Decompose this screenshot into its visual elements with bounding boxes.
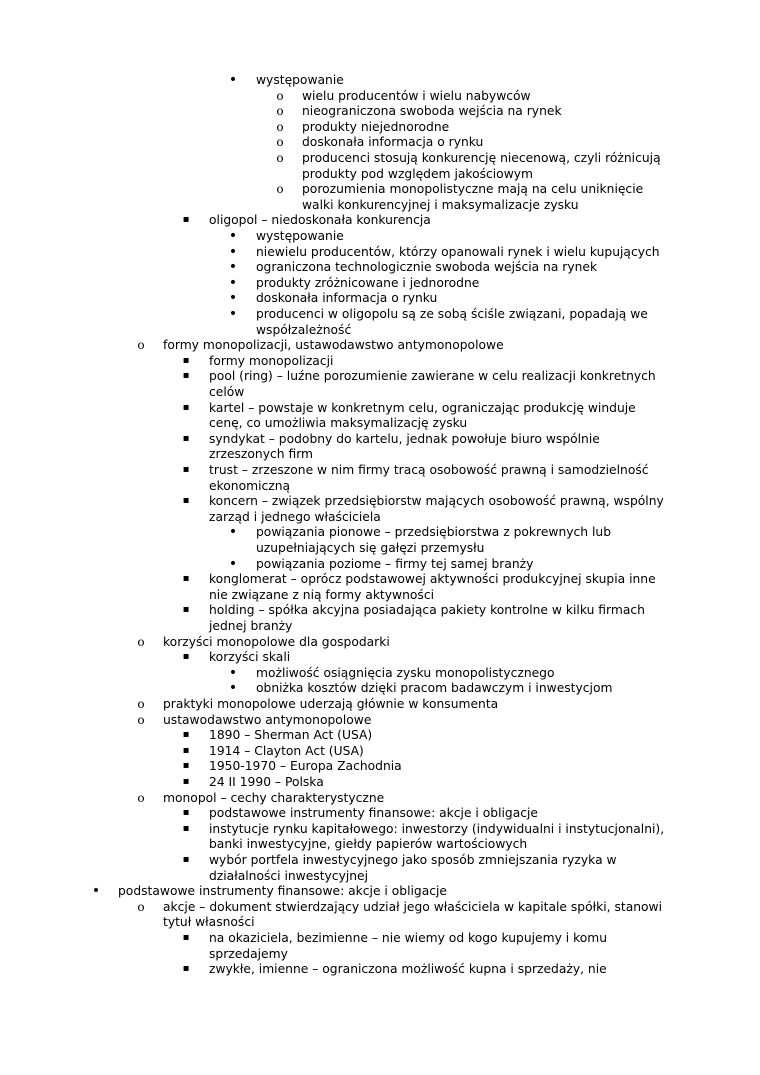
circle-bullet-icon: o [276,182,284,197]
outline-line [0,899,760,915]
square-bullet-icon: ▪ [182,370,190,382]
outline-text: ekonomiczną [209,478,291,493]
outline-line [0,368,760,384]
outline-line [0,290,760,306]
outline-text: producenci w oligopolu są ze sobą ściśle związani, popadają we [256,307,648,321]
outline-line [0,415,760,431]
outline-line [0,462,760,478]
outline-text: kartel – powstaje w konkretnym celu, ograniczając produkcję winduje [209,400,636,415]
square-bullet-icon: ▪ [182,495,190,507]
outline-text: zwykłe, imienne – ograniczona możliwość kupna i sprzedaży, nie [209,962,607,977]
outline-line [0,72,760,88]
bullet-icon: • [228,306,238,322]
outline-line [0,743,760,759]
outline-text: podstawowe instrumenty finansowe: akcje i obligacje [209,806,538,821]
outline-line [0,618,760,634]
outline-text: na okaziciela, bezimienne – nie wiemy od kogo kupujemy i komu [209,931,608,945]
circle-bullet-icon: o [276,119,284,134]
outline-line [0,275,760,291]
bullet-icon: • [228,555,238,572]
bullet-icon: • [228,243,238,260]
outline-text: ustawodawstwo antymonopolowe [163,712,372,727]
outline-text: działalności inwestycyjnej [209,868,369,883]
square-bullet-icon: ▪ [182,401,190,413]
circle-bullet-icon: o [276,151,284,165]
outline-text: podstawowe instrumenty finansowe: akcje i obligacje [118,884,447,899]
outline-text: formy monopolizacji [209,353,334,368]
outline-line [0,649,760,665]
outline-text: cenę, co umożliwia maksymalizację zysku [209,416,468,431]
outline-text: możliwość osiągnięcia zysku monopolistycznego [256,665,555,680]
outline-text: niewielu producentów, którzy opanowali rynek i wielu kupujących [256,244,660,259]
circle-bullet-icon: o [276,88,284,103]
outline-text: współzależność [256,322,352,337]
outline-text: uzupełniających się gałęzi przemysłu [256,541,485,555]
outline-text: nie związane z nią formy aktywności [209,587,434,602]
outline-line [0,774,760,790]
outline-line [0,166,760,182]
square-bullet-icon: ▪ [182,776,190,787]
outline-text: sprzedajemy [209,946,288,961]
outline-line [0,322,760,338]
outline-line [0,134,760,150]
circle-bullet-icon: o [276,104,284,119]
outline-text: tytuł własności [163,915,255,930]
outline-line [0,712,760,728]
outline-line [0,805,760,821]
outline-text: koncern – związek przedsiębiorstw mających osobowość prawną, wspólny [209,494,664,509]
outline-text: instytucje rynku kapitałowego: inwestorzy (indywidualni i instytucjonalni), [209,821,665,836]
outline-line [0,680,760,696]
outline-text: konglomerat – oprócz podstawowej aktywności produkcyjnej skupia inne [209,572,656,587]
square-bullet-icon: ▪ [182,214,190,226]
outline-line [0,665,760,681]
outline-text: powiązania pionowe – przedsiębiorstwa z pokrewnych lub [256,525,612,540]
outline-text: walki konkurencyjnej i maksymalizacje zysku [302,197,579,212]
outline-line [0,930,760,946]
square-bullet-icon: ▪ [182,822,190,834]
square-bullet-icon: ▪ [182,354,190,366]
outline-text: zrzeszonych firm [209,447,314,462]
outline-line [0,197,760,213]
square-bullet-icon: ▪ [182,854,190,865]
outline-text: porozumienia monopolistyczne mają na celu uniknięcie [302,182,644,197]
outline-text: występowanie [256,73,344,87]
outline-text: celów [209,385,245,399]
outline-line [0,540,760,556]
outline-text: produkty pod względem jakościowym [302,166,534,181]
outline-line [0,228,760,244]
outline-line [0,431,760,447]
outline-text: korzyści monopolowe dla gospodarki [163,634,390,649]
outline-text: syndykat – podobny do kartelu, jednak powołuje biuro wspólnie [209,431,600,446]
bullet-icon: • [228,72,238,88]
outline-line [0,587,760,603]
outline-text: obniżka kosztów dzięki pracom badawczym i inwestycjom [256,681,613,696]
bullet-icon: • [228,680,238,697]
outline-line [0,836,760,852]
outline-text: produkty zróżnicowane i jednorodne [256,275,480,290]
outline-line [0,509,760,525]
bullet-icon: • [228,524,238,541]
square-bullet-icon: ▪ [182,573,190,585]
outline-line [0,337,760,353]
outline-text: pool (ring) – luźne porozumienie zawierane w celu realizacji konkretnych [209,369,656,384]
square-bullet-icon: ▪ [182,807,190,819]
outline-line [0,571,760,587]
outline-text: holding – spółka akcyjna posiadająca pakiety kontrolne w kilku firmach [209,603,645,618]
outline-text: monopol – cechy charakterystyczne [163,790,385,805]
outline-line [0,602,760,618]
outline-line [0,946,760,962]
outline-text: trust – zrzeszone w nim firmy tracą osobowość prawną i samodzielność [209,463,649,477]
circle-bullet-icon: o [137,338,145,353]
outline-text: 1890 – Sherman Act (USA) [209,728,373,743]
square-bullet-icon: ▪ [182,744,190,756]
square-bullet-icon: ▪ [182,932,190,943]
outline-text: ograniczona technologicznie swoboda wejścia na rynek [256,260,598,275]
outline-text: jednej branży [209,619,293,633]
square-bullet-icon: ▪ [182,604,190,616]
outline-line [0,150,760,166]
outline-text: praktyki monopolowe uderzają głównie w konsumenta [163,697,499,711]
circle-bullet-icon: o [137,899,145,914]
circle-bullet-icon: o [137,697,145,711]
outline-line [0,524,760,540]
outline-text: wielu producentów i wielu nabywców [302,88,531,103]
outline-line [0,400,760,416]
square-bullet-icon: ▪ [182,729,190,741]
circle-bullet-icon: o [276,135,284,150]
outline-text: korzyści skali [209,650,291,665]
outline-line [0,119,760,135]
outline-text: 1950-1970 – Europa Zachodnia [209,759,402,774]
square-bullet-icon: ▪ [182,464,190,475]
bullet-icon: • [91,883,101,900]
outline-line [0,212,760,228]
circle-bullet-icon: o [137,790,145,805]
circle-bullet-icon: o [137,712,145,727]
outline-text: doskonała informacja o rynku [302,135,484,150]
outline-line [0,493,760,509]
square-bullet-icon: ▪ [182,432,190,444]
bullet-icon: • [228,228,238,244]
outline-text: 24 II 1990 – Polska [209,775,324,789]
bullet-icon: • [228,664,238,681]
outline-text: 1914 – Clayton Act (USA) [209,743,364,758]
outline-line [0,244,760,260]
outline-line [0,478,760,494]
outline-text: produkty niejednorodne [302,119,450,134]
square-bullet-icon: ▪ [182,963,190,975]
outline-text: akcje – dokument stwierdzający udział jego właściciela w kapitale spółki, stanowi [163,899,663,914]
outline-text: nieograniczona swoboda wejścia na rynek [302,104,562,119]
outline-line [0,758,760,774]
outline-text: banki inwestycyjne, giełdy papierów wartościowych [209,837,528,852]
outline-text: występowanie [256,229,344,243]
outline-line [0,790,760,806]
outline-line [0,961,760,977]
outline-line [0,88,760,104]
bullet-icon: • [228,290,238,307]
outline-line [0,259,760,275]
outline-line [0,556,760,572]
outline-text: doskonała informacja o rynku [256,291,438,306]
bullet-icon: • [228,274,238,291]
outline-line [0,384,760,400]
outline-line [0,306,760,322]
outline-text: zarząd i jednego właściciela [209,509,381,524]
outline-line [0,696,760,712]
outline-line [0,868,760,884]
outline-text: powiązania poziome – firmy tej samej branży [256,556,534,571]
outline-line [0,821,760,837]
square-bullet-icon: ▪ [182,760,190,772]
outline-line [0,883,760,899]
outline-line [0,353,760,369]
outline-text: wybór portfela inwestycyjnego jako sposób zmniejszania ryzyka w [209,853,617,867]
outline-line [0,446,760,462]
outline-line [0,181,760,197]
outline-text: oligopol – niedoskonała konkurencja [209,213,431,228]
outline-text: producenci stosują konkurencję niecenową, czyli różnicują [302,151,661,165]
outline-text: formy monopolizacji, ustawodawstwo antymonopolowe [163,338,504,353]
outline-line [0,103,760,119]
outline-line [0,727,760,743]
outline-line [0,914,760,930]
bullet-icon: • [228,259,238,276]
square-bullet-icon: ▪ [182,651,190,663]
outline-line [0,852,760,868]
circle-bullet-icon: o [137,634,145,649]
outline-line [0,634,760,650]
